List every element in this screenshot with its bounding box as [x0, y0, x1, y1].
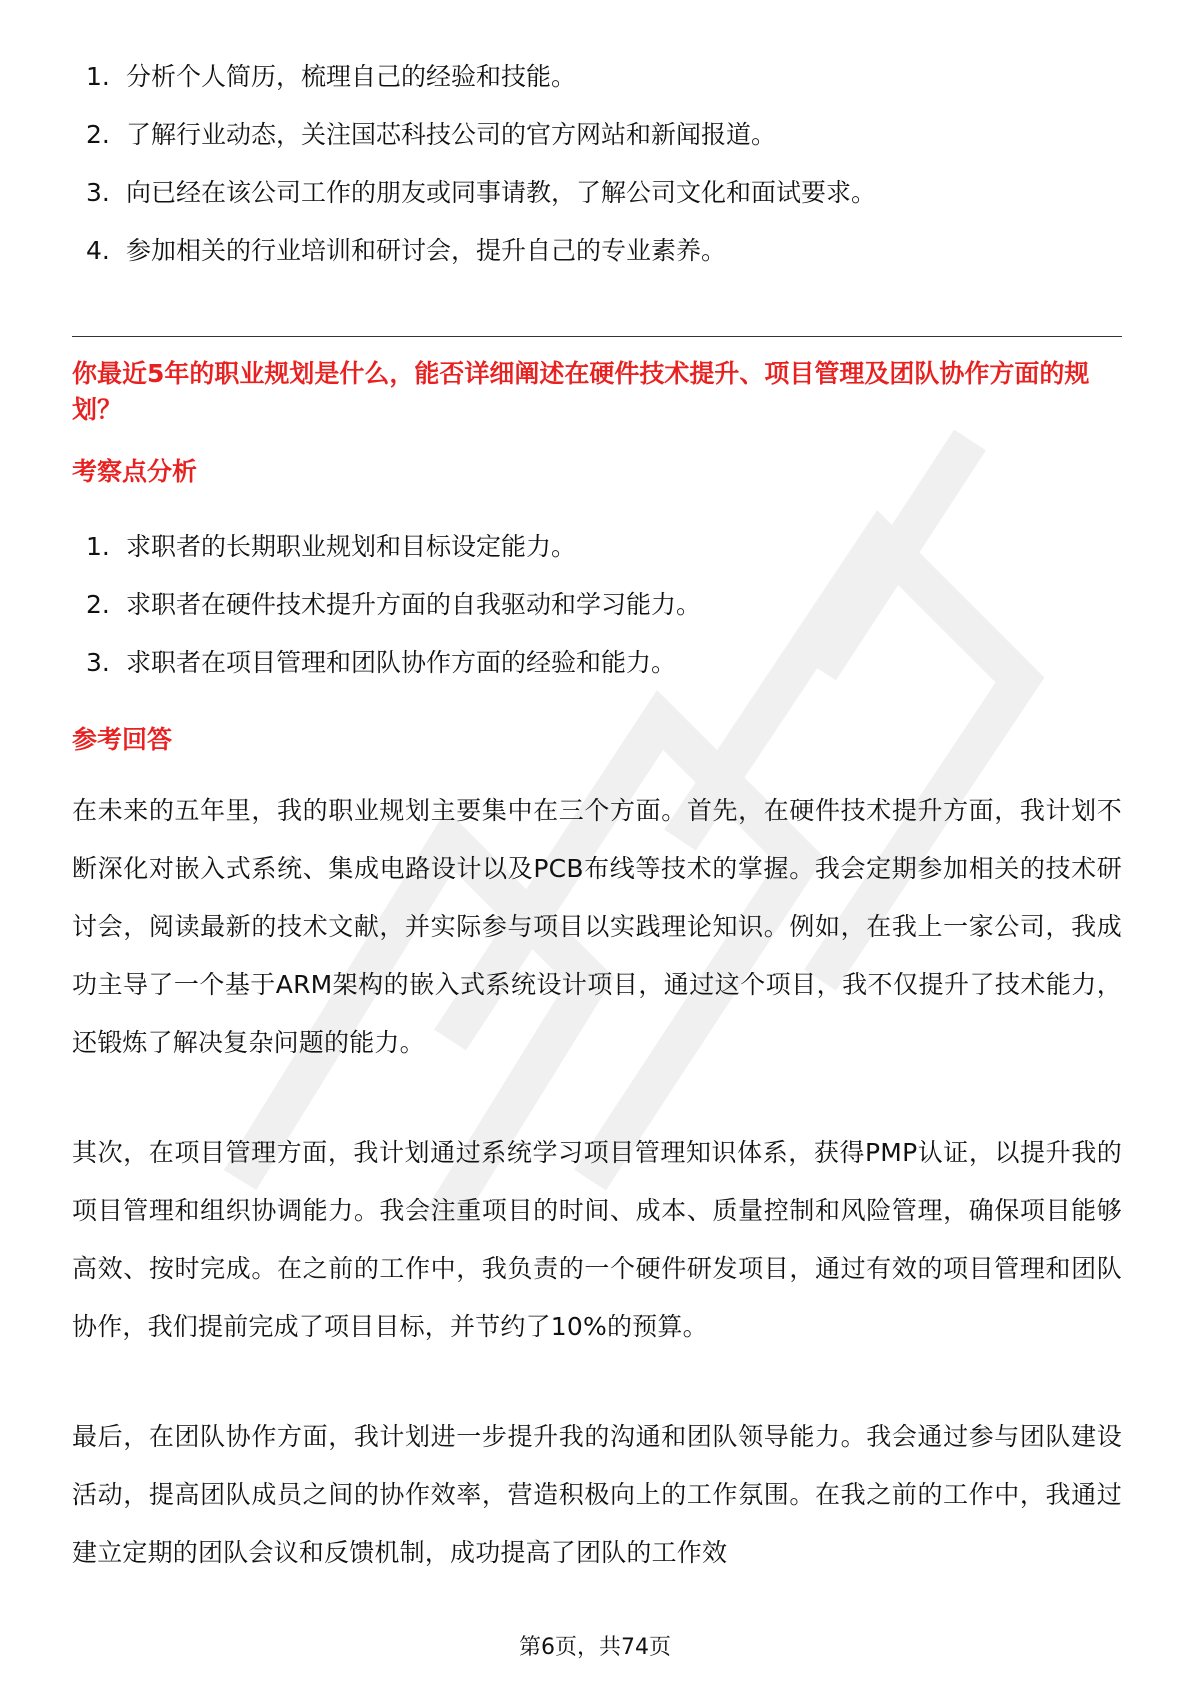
list-item-text: 求职者的长期职业规划和目标设定能力。 — [126, 532, 577, 561]
list-item-text: 求职者在项目管理和团队协作方面的经验和能力。 — [126, 648, 677, 677]
list-item: 3. 向已经在该公司工作的朋友或同事请教，了解公司文化和面试要求。 — [86, 178, 877, 207]
list-item-text: 参加相关的行业培训和研讨会，提升自己的专业素养。 — [126, 236, 727, 265]
list-item: 2. 了解行业动态，关注国芯科技公司的官方网站和新闻报道。 — [86, 120, 777, 149]
page-number: 第6页，共74页 — [519, 1635, 671, 1660]
prep-steps-list — [72, 48, 876, 280]
analysis-heading: 考察点分析 — [72, 457, 198, 486]
list-item: 3. 求职者在项目管理和团队协作方面的经验和能力。 — [86, 648, 677, 677]
list-item-text: 了解行业动态，关注国芯科技公司的官方网站和新闻报道。 — [126, 120, 777, 149]
list-item-text: 求职者在硬件技术提升方面的自我驱动和学习能力。 — [126, 590, 702, 619]
answer-paragraph: 其次，在项目管理方面，我计划通过系统学习项目管理知识体系，获得PMP认证，以提升我的项目管理和组织协调能力。我会注重项目的时间、成本、质量控制和风险管理，确保项目能够高效、按时完成。在之前的工作中，我负责的一个硬件研发项目，通过有效的项目管理和团队协作，我们提前完成了项目目标，并节约了10%的预算。 — [72, 1138, 1122, 1341]
answer-heading: 参考回答 — [72, 725, 173, 754]
list-item-text: 向已经在该公司工作的朋友或同事请教，了解公司文化和面试要求。 — [126, 178, 877, 207]
list-item: 1. 分析个人简历，梳理自己的经验和技能。 — [86, 62, 577, 91]
answer-paragraph: 最后，在团队协作方面，我计划进一步提升我的沟通和团队领导能力。我会通过参与团队建设活动，提高团队成员之间的协作效率，营造积极向上的工作氛围。在我之前的工作中，我通过建立定期的团队会议和反馈机制，成功提高了团队的工作效 — [72, 1422, 1122, 1567]
list-item-text: 分析个人简历，梳理自己的经验和技能。 — [126, 62, 577, 91]
analysis-list — [72, 518, 701, 692]
list-item: 2. 求职者在硬件技术提升方面的自我驱动和学习能力。 — [86, 590, 702, 619]
question-heading: 你最近5年的职业规划是什么，能否详细阐述在硬件技术提升、项目管理及团队协作方面的规划？ — [72, 359, 1090, 424]
list-item: 4. 参加相关的行业培训和研讨会，提升自己的专业素养。 — [86, 236, 727, 265]
answer-paragraph: 在未来的五年里，我的职业规划主要集中在三个方面。首先，在硬件技术提升方面，我计划不断深化对嵌入式系统、集成电路设计以及PCB布线等技术的掌握。我会定期参加相关的技术研讨会，阅读最新的技术文献，并实际参与项目以实践理论知识。例如，在我上一家公司，我成功主导了一个基于ARM架构的嵌入式系统设计项目，通过这个项目，我不仅提升了技术能力，还锻炼了解决复杂问题的能力。 — [72, 796, 1122, 1057]
list-item: 1. 求职者的长期职业规划和目标设定能力。 — [86, 532, 577, 561]
section-divider — [72, 336, 1122, 337]
